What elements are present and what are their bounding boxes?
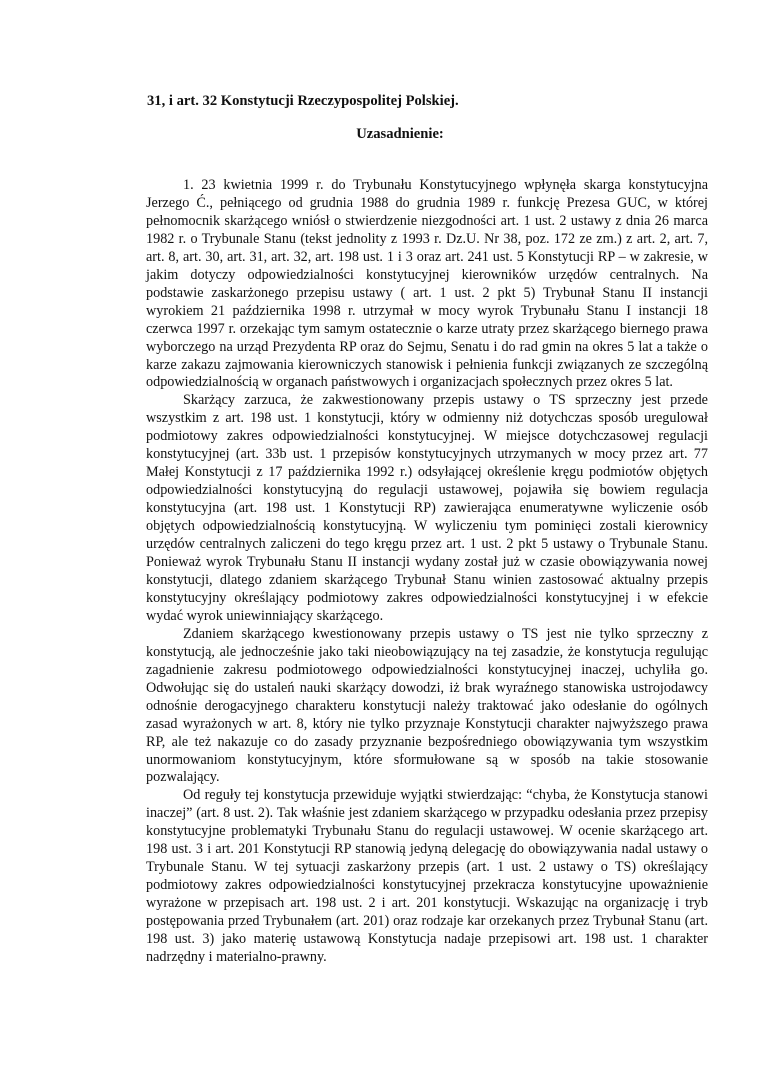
paragraph-1: 1. 23 kwietnia 1999 r. do Trybunału Konstytucyjnego wpłynęła skarga konstytucyjna Jerzego Ć., pełniącego od grudnia 1988 do grudnia 1989 r. funkcję Prezesa GUC, w której pełnomocnik skarżącego wniósł o stwierdzenie niezgodności art. 1 ust. 2 ustawy z dnia 26 marca 1982 r. o Trybunale Stanu (tekst jednolity z 1993 r. Dz.U. Nr 38, poz. 172 ze zm.) z art. 2, art. 7, art. 8, art. 30, art. 31, art. 32, art. 198 ust. 1 i 3 oraz art. 241 ust. 5 Konstytucji RP – w zakresie, w jakim dotyczy odpowiedzialności konstytucyjnej kierowników urzędów centralnych. Na podstawie zaskarżonego przepisu ustawy ( art. 1 ust. 2 pkt 5) Trybunał Stanu II instancji wyrokiem 21 października 1998 r. utrzymał w mocy wyrok Trybunału Stanu I instancji 18 czerwca 1997 r. orzekając tym samym ostatecznie o karze utraty przez skarżącego biernego prawa wyborczego na urząd Prezydenta RP oraz do Sejmu, Senatu i do rad gmin na okres 5 lat a także o karze zakazu zajmowania kierowniczych stanowisk i pełnienia funkcji związanych ze szczególną odpowiedzialnością w organach państwowych i organizacjach społecznych przez okres 5 lat. <box>146 177 708 391</box>
paragraph-4: Od reguły tej konstytucja przewiduje wyjątki stwierdzając: “chyba, że Konstytucja stanowi inaczej” (art. 8 ust. 2). Tak właśnie jest zdaniem skarżącego w przypadku odesłania przez przepisy konstytucyjne problematyki Trybunału Stanu do regulacji ustawowej. W ocenie skarżącego art. 198 ust. 3 i art. 201 Konstytucji RP stanowią jedyną delegację do obowiązywania nadal ustawy o Trybunale Stanu. W tej sytuacji zaskarżony przepis (art. 1 ust. 2 ustawy o TS) określający podmiotowy zakres odpowiedzialności konstytucyjnej przekracza konstytucyjne upoważnienie wyrażone w przepisach art. 198 ust. 2 i art. 201 konstytucji. Wskazując na organizację i tryb postępowania przed Trybunałem (art. 201) oraz rodzaje kar orzekanych przez Trybunał Stanu (art. 198 ust. 3) jako materię ustawową Konstytucja nadaje przepisowi art. 198 ust. 1 charakter nadrzędny i materialno-prawny. <box>146 787 708 965</box>
body-text <box>146 177 708 967</box>
paragraph-3: Zdaniem skarżącego kwestionowany przepis ustawy o TS jest nie tylko sprzeczny z konstytucją, ale jednocześnie jako taki nieobowiązujący na tej zasadzie, że konstytucja regulując zagadnienie zakresu podmiotowego odpowiedzialności konstytucyjnej inaczej, uchyliła go. Odwołując się do ustaleń nauki skarżący dowodzi, iż brak wyraźnego stanowiska ustrojodawcy odnośnie derogacyjnego charakteru konstytucji należy traktować jako odesłanie do ogólnych zasad wyrażonych w art. 8, który nie tylko przyznaje Konstytucji charakter najwyższego prawa RP, ale też nakazuje co do zasady przyznanie bezpośredniego obowiązywania tym wszystkim unormowaniom konstytucyjnym, które sformułowane są w sposób na takie stosowanie pozwalający. <box>146 625 708 786</box>
heading-line: 31, i art. 32 Konstytucji Rzeczypospolitej Polskiej. <box>147 93 459 109</box>
paragraph-2: Skarżący zarzuca, że zakwestionowany przepis ustawy o TS sprzeczny jest przede wszystkim z art. 198 ust. 1 konstytucji, który w odmienny niż dotychczas sposób uregulował podmiotowy zakres odpowiedzialności konstytucyjnej. W miejsce dotychczasowej regulacji konstytucyjnej (art. 33b ust. 1 przepisów konstytucyjnych utrzymanych w mocy przez art. 77 Małej Konstytucji z 17 października 1992 r.) odsyłającej określenie kręgu podmiotów objętych odpowiedzialności konstytucyjną do regulacji ustawowej, pojawiła się bowiem regulacja konstytucyjna (art. 198 ust. 1 Konstytucji RP) zawierająca enumeratywne wyliczenie osób objętych odpowiedzialnością konstytucyjną. W wyliczeniu tym pominięci zostali kierownicy urzędów centralnych zaliczeni do tego kręgu przez art. 1 ust. 2 pkt 5 ustawy o Trybunale Stanu. Ponieważ wyrok Trybunału Stanu II instancji wydany został już w czasie obowiązywania nowej konstytucji, dlatego zdaniem skarżącego Trybunał Stanu winien zastosować aktualny przepis konstytucyjny określający podmiotowy zakres odpowiedzialności konstytucyjnej i w efekcie wydać wyrok uniewinniający skarżącego. <box>146 392 708 624</box>
section-title: Uzasadnienie: <box>356 126 444 142</box>
